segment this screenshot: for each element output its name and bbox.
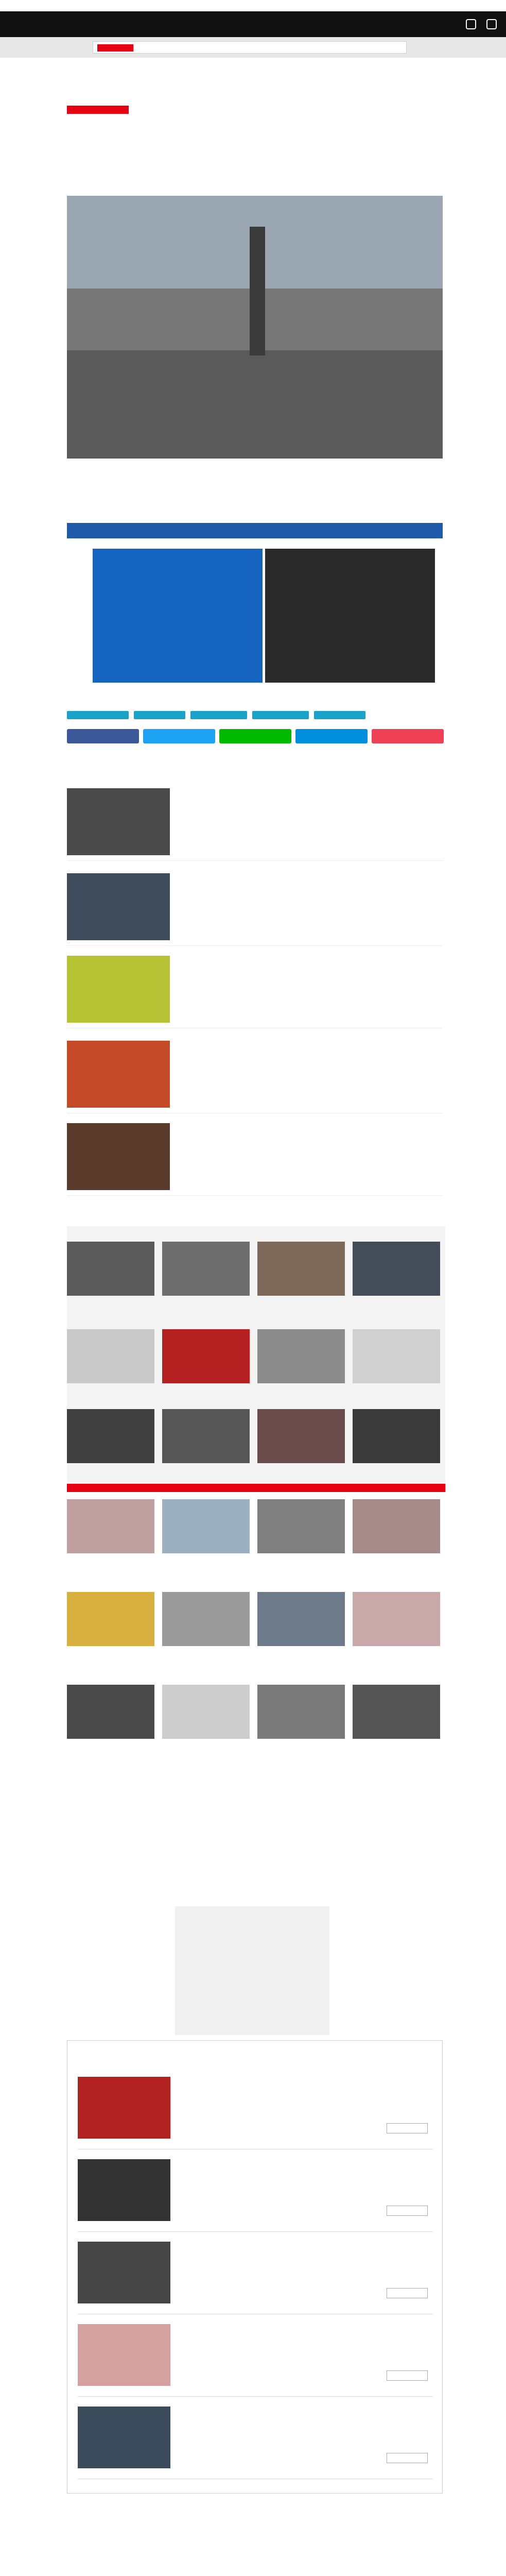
- related-item[interactable]: [67, 956, 443, 1028]
- moba-card[interactable]: [353, 1499, 440, 1587]
- moba-card[interactable]: [353, 1592, 440, 1680]
- recommend-card[interactable]: [162, 1329, 250, 1414]
- recommend-thumb: [162, 1409, 250, 1463]
- share-buttons: [67, 729, 443, 743]
- ranking-thumb: [78, 2242, 170, 2303]
- related-thumb: [67, 1041, 170, 1108]
- ranking-thumb: [78, 2077, 170, 2139]
- photo-caption: [67, 495, 438, 510]
- hero-photo[interactable]: [67, 196, 443, 459]
- moba-card[interactable]: [353, 1685, 440, 1772]
- ranking-item[interactable]: [78, 2072, 433, 2149]
- recommend-thumb: [257, 1409, 345, 1463]
- moba-card[interactable]: [257, 1592, 345, 1680]
- recommend-card[interactable]: [162, 1409, 250, 1494]
- facebook-share-button[interactable]: [67, 729, 139, 743]
- site-logo[interactable]: [5, 18, 67, 31]
- recommend-heading: [69, 1228, 223, 1235]
- moba-thumb: [162, 1499, 250, 1553]
- ranking-more-link[interactable]: [387, 2453, 428, 2463]
- moba-card[interactable]: [257, 1685, 345, 1772]
- recommend-card[interactable]: [257, 1242, 345, 1327]
- moba-thumb: [257, 1685, 345, 1739]
- related-item[interactable]: [67, 873, 443, 946]
- ranking-item[interactable]: [78, 2236, 433, 2314]
- twitter-share-button[interactable]: [143, 729, 215, 743]
- moba-card[interactable]: [67, 1685, 154, 1772]
- line-share-button[interactable]: [219, 729, 291, 743]
- recommend-thumb: [353, 1242, 440, 1296]
- header-ad-label: [97, 44, 133, 52]
- ranking-title: [78, 2051, 232, 2063]
- related-thumb: [67, 873, 170, 940]
- ranking-item[interactable]: [78, 2319, 433, 2397]
- ranking-thumb: [78, 2324, 170, 2386]
- recommend-thumb: [162, 1329, 250, 1383]
- recommend-card[interactable]: [67, 1242, 154, 1327]
- moba-card[interactable]: [67, 1592, 154, 1680]
- article-meta: [67, 120, 221, 135]
- moba-thumb: [353, 1592, 440, 1646]
- recommend-thumb: [67, 1409, 154, 1463]
- related-item[interactable]: [67, 788, 443, 861]
- recommend-thumb: [353, 1409, 440, 1463]
- related-thumb: [67, 1123, 170, 1190]
- photo-gallery-button[interactable]: [67, 523, 443, 538]
- recommend-thumb: [257, 1242, 345, 1296]
- site-header: [0, 11, 506, 37]
- ranking-box: [67, 2040, 443, 2494]
- recommend-card[interactable]: [257, 1409, 345, 1494]
- ad-wfp[interactable]: [93, 549, 263, 683]
- breadcrumb[interactable]: [67, 93, 438, 100]
- ranking-more-link[interactable]: [387, 2123, 428, 2133]
- related-news-heading: [67, 775, 221, 784]
- moba-card[interactable]: [162, 1499, 250, 1587]
- header-ad-banner[interactable]: [0, 37, 506, 58]
- hatena-share-button[interactable]: [295, 729, 368, 743]
- tag-list: [67, 711, 438, 723]
- moba-card[interactable]: [162, 1592, 250, 1680]
- recommend-box: [67, 1226, 445, 1494]
- recommend-thumb: [257, 1329, 345, 1383]
- ranking-more-link[interactable]: [387, 2206, 428, 2216]
- moba-thumb: [67, 1499, 154, 1553]
- tag-chip[interactable]: [67, 711, 129, 719]
- article-title: [67, 139, 438, 170]
- moba-thumb: [257, 1592, 345, 1646]
- ranking-item[interactable]: [78, 2154, 433, 2232]
- moba-thumb: [67, 1685, 154, 1739]
- tag-chip[interactable]: [252, 711, 309, 719]
- recommend-card[interactable]: [67, 1329, 154, 1414]
- recommend-card[interactable]: [353, 1242, 440, 1327]
- recommend-card[interactable]: [257, 1329, 345, 1414]
- ad-honda-odyssey[interactable]: [175, 1906, 329, 2035]
- ranking-thumb: [78, 2159, 170, 2221]
- moba-thumb: [353, 1685, 440, 1739]
- moba-heading: [67, 1484, 445, 1492]
- moba-box: [67, 1484, 445, 1896]
- hero-track: [67, 350, 443, 459]
- section-tag[interactable]: [67, 106, 129, 114]
- ranking-more-link[interactable]: [387, 2288, 428, 2298]
- moba-card[interactable]: [257, 1499, 345, 1587]
- recommend-thumb: [162, 1242, 250, 1296]
- tag-chip[interactable]: [134, 711, 185, 719]
- recommend-card[interactable]: [162, 1242, 250, 1327]
- recommend-thumb: [353, 1329, 440, 1383]
- recommend-card[interactable]: [67, 1409, 154, 1494]
- recommend-thumb: [67, 1329, 154, 1383]
- related-thumb: [67, 788, 170, 855]
- moba-thumb: [162, 1685, 250, 1739]
- moba-card[interactable]: [67, 1499, 154, 1587]
- search-icon[interactable]: [466, 19, 476, 29]
- related-item[interactable]: [67, 1041, 443, 1113]
- menu-icon[interactable]: [486, 19, 497, 29]
- ad-esquire[interactable]: [265, 549, 435, 683]
- related-thumb: [67, 956, 170, 1023]
- moba-thumb: [162, 1592, 250, 1646]
- moba-thumb: [67, 1592, 154, 1646]
- moba-thumb: [353, 1499, 440, 1553]
- recommend-card[interactable]: [353, 1329, 440, 1414]
- hero-tower: [250, 227, 265, 355]
- related-item[interactable]: [67, 1123, 443, 1196]
- ranking-item[interactable]: [78, 2401, 433, 2479]
- tag-chip[interactable]: [314, 711, 365, 719]
- header-ad-inner[interactable]: [93, 41, 407, 54]
- url-bar[interactable]: [0, 0, 506, 11]
- share-label: [67, 693, 118, 700]
- pocket-share-button[interactable]: [372, 729, 444, 743]
- ranking-thumb: [78, 2406, 170, 2468]
- recommend-card[interactable]: [353, 1409, 440, 1494]
- moba-card[interactable]: [162, 1685, 250, 1772]
- moba-thumb: [257, 1499, 345, 1553]
- recommend-thumb: [67, 1242, 154, 1296]
- ranking-more-link[interactable]: [387, 2370, 428, 2381]
- tag-chip[interactable]: [190, 711, 247, 719]
